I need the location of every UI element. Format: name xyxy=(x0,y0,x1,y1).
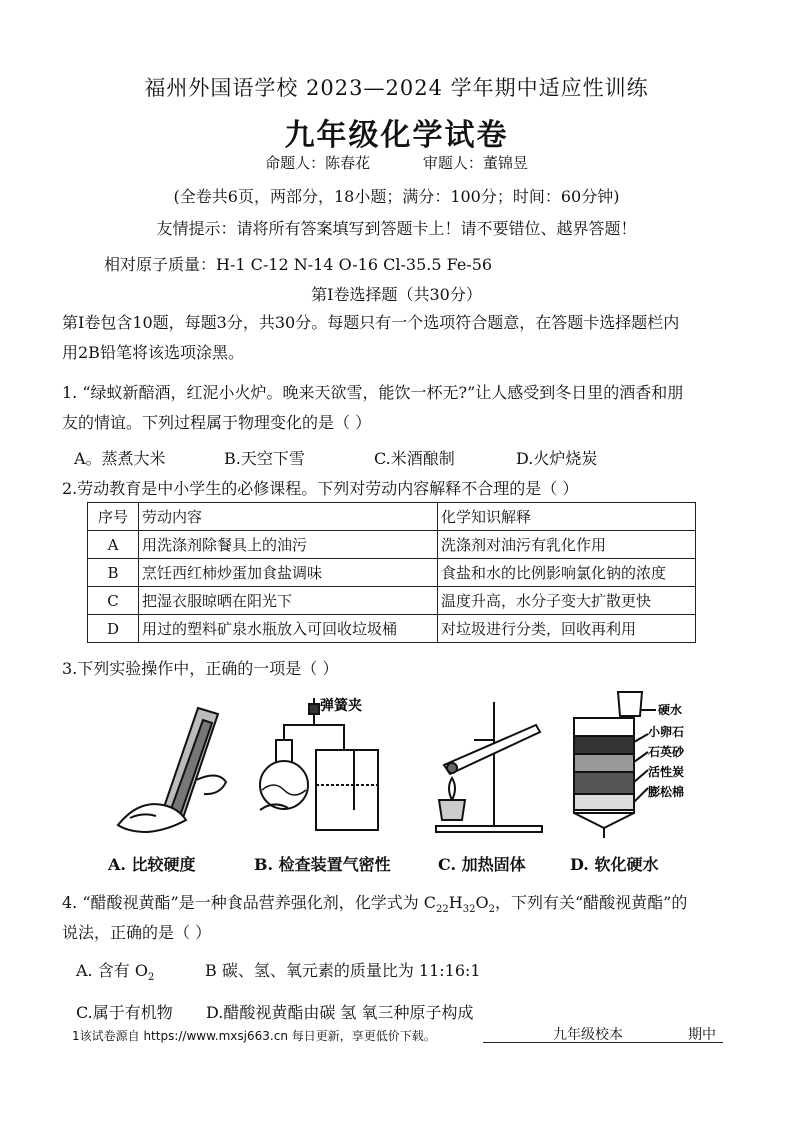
fig-c-heat-solid xyxy=(424,690,554,840)
table-cell: 用过的塑料矿泉水瓶放入可回收垃圾桶 xyxy=(139,615,438,643)
table-cell: 把湿衣服晾晒在阳光下 xyxy=(139,587,438,615)
table-row xyxy=(88,615,696,643)
atomic-mass: 相对原子质量：H-1 C-12 N-14 O-16 Cl-35.5 Fe-56 xyxy=(104,255,493,274)
clip-label: 弹簧夹 xyxy=(320,698,362,714)
table-header: 序号 xyxy=(88,503,139,531)
table-cell: C xyxy=(88,587,139,615)
table-cell: 洗涤剂对油污有乳化作用 xyxy=(438,531,696,559)
q3-caption-b: B. 检查装置气密性 xyxy=(254,855,391,874)
q4-line1-pre: 4. “醋酸视黄酯”是一种食品营养强化剂，化学式为 C xyxy=(62,893,437,912)
exam-meta: (全卷共6页，两部分，18小题；满分：100分；时间：60分钟) xyxy=(173,187,620,206)
formula-sub-h: 32 xyxy=(462,904,476,916)
table-cell: B xyxy=(88,559,139,587)
q1-option-d: D.火炉烧炭 xyxy=(516,449,598,468)
q2-stem: 2.劳动教育是中小学生的必修课程。下列对劳动内容解释不合理的是（ ） xyxy=(62,479,579,498)
q1-option-b: B.天空下雪 xyxy=(224,449,305,468)
q2-table xyxy=(87,502,696,643)
table-cell: 烹饪西红柿炒蛋加食盐调味 xyxy=(139,559,438,587)
table-row xyxy=(88,531,696,559)
setter: 命题人：陈春花 xyxy=(265,154,371,172)
filter-label-carbon: 活性炭 xyxy=(648,765,685,779)
section-intro-2: 用2B铅笔将该选项涂黑。 xyxy=(62,343,244,362)
filter-label-hard-water: 硬水 xyxy=(658,703,683,717)
q4-option-b: B 碳、氢、氧元素的质量比为 11:16:1 xyxy=(205,961,481,980)
q1-option-c: C.米酒酿制 xyxy=(374,449,455,468)
footer-grade: 九年级校本 xyxy=(553,1027,623,1043)
q1-options xyxy=(0,446,793,468)
table-cell: 用洗涤剂除餐具上的油污 xyxy=(139,531,438,559)
formula-h: H xyxy=(448,893,463,912)
q4-option-d: D.醋酸视黄酯由碳 氢 氧三种原子构成 xyxy=(206,1003,474,1022)
footer-term: 期中 xyxy=(688,1027,716,1043)
q4-option-c: C.属于有机物 xyxy=(76,1003,173,1022)
section-intro-1: 第Ⅰ卷包含10题，每题3分，共30分。每题只有一个选项符合题意，在答题卡选择题栏内 xyxy=(62,313,680,332)
footer-source: 1该试卷源自 https://www.mxsj663.cn 每日更新，享更低价下载。 xyxy=(72,1029,436,1043)
footer-grade-term xyxy=(483,1024,723,1043)
table-header: 劳动内容 xyxy=(139,503,438,531)
table-header: 化学知识解释 xyxy=(438,503,696,531)
q1-option-a: A。蒸煮大米 xyxy=(74,449,166,468)
fig-a-compare-hardness xyxy=(108,690,238,840)
table-row xyxy=(88,559,696,587)
q1-line2: 友的情谊。下列过程属于物理变化的是（ ） xyxy=(62,413,372,432)
q4-option-a: A. 含有 $O_2$ xyxy=(76,961,155,984)
formula-sub-c: 22 xyxy=(436,904,449,916)
table-cell: 对垃圾进行分类，回收再利用 xyxy=(438,615,696,643)
q3-caption-c: C. 加热固体 xyxy=(438,855,526,874)
page-title: 九年级化学试卷 xyxy=(284,118,509,153)
table-cell: 温度升高，水分子变大扩散更快 xyxy=(438,587,696,615)
filter-label-quartz: 石英砂 xyxy=(648,745,685,759)
table-cell: A xyxy=(88,531,139,559)
formula-sub-o: 2 xyxy=(488,904,495,916)
fig-b-airtightness xyxy=(254,690,404,840)
q4-line1-post: ，下列有关“醋酸视黄酯”的 xyxy=(494,893,688,912)
fig-d-water-filter xyxy=(568,690,698,840)
section-title: 第Ⅰ卷选择题（共30分） xyxy=(311,285,482,304)
school-line: 福州外国语学校 2023—2024 学年期中适应性训练 xyxy=(144,76,649,100)
filter-label-cotton: 膨松棉 xyxy=(648,785,685,799)
q3-caption-a: A. 比较硬度 xyxy=(108,855,196,874)
q1-line1: 1. “绿蚁新醅酒，红泥小火炉。晚来天欲雪，能饮一杯无?”让人感受到冬日里的酒香和朋 xyxy=(62,383,684,402)
reviewer: 审题人：董锦昱 xyxy=(422,154,528,172)
table-cell: D xyxy=(88,615,139,643)
formula-o: O xyxy=(475,893,489,912)
friendly-tip: 友情提示：请将所有答案填写到答题卡上！请不要错位、越界答题！ xyxy=(156,219,637,238)
q4-line2: 说法，正确的是（ ） xyxy=(62,923,212,942)
q3-stem: 3.下列实验操作中，正确的一项是（ ） xyxy=(62,659,339,678)
q3-caption-d: D. 软化硬水 xyxy=(570,855,659,874)
table-row xyxy=(88,587,696,615)
filter-label-pebble: 小卵石 xyxy=(648,725,685,739)
table-header-row xyxy=(88,503,696,531)
authors xyxy=(0,152,793,173)
table-cell: 食盐和水的比例影响氯化钠的浓度 xyxy=(438,559,696,587)
